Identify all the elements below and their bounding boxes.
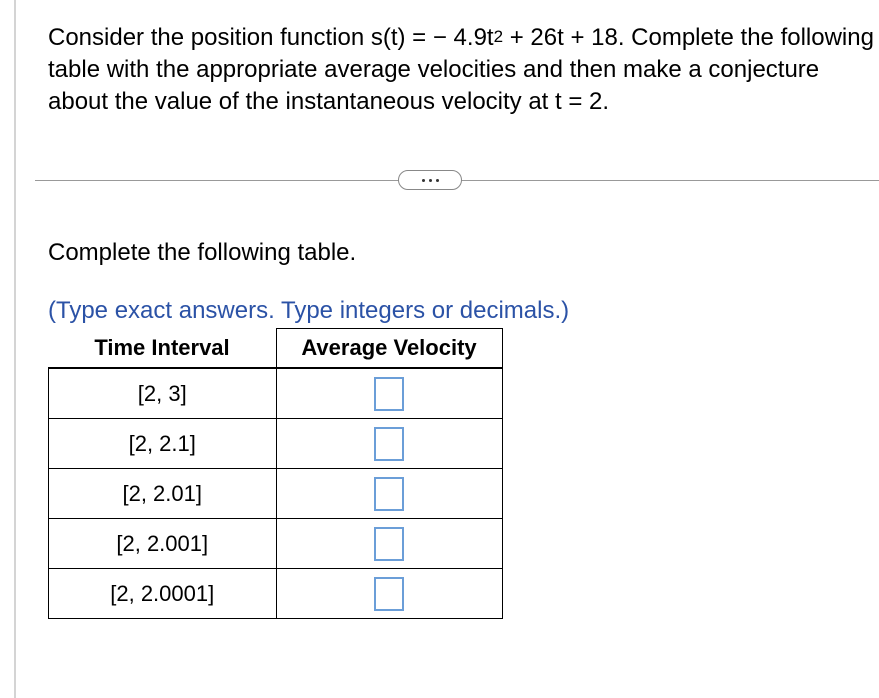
header-average-velocity: Average Velocity [276,329,502,369]
interval-cell: [2, 2.001] [49,519,277,569]
average-velocity-input[interactable] [374,377,404,411]
velocity-table [48,328,503,619]
left-border [14,0,16,698]
average-velocity-input[interactable] [374,477,404,511]
header-time-interval: Time Interval [49,329,277,369]
instruction-text: Complete the following table. [48,239,357,266]
interval-cell: [2, 3] [49,368,277,419]
interval-cell: [2, 2.1] [49,419,277,469]
table-row [49,419,503,469]
answer-hint: (Type exact answers. Type integers or decimals.) [48,297,570,324]
table-row [49,469,503,519]
table-row [49,519,503,569]
interval-cell: [2, 2.0001] [49,569,277,619]
average-velocity-input[interactable] [374,427,404,461]
table-row [49,569,503,619]
question-text: Consider the position function s(t) = − $4.9t^2 + 26t + 18$. Complete the following table with the appropriate average velocities and then make a conjecture about the value of the instantaneous velocity at t = 2. [48,24,874,115]
ellipsis-icon [422,179,425,182]
average-velocity-input[interactable] [374,577,404,611]
table-row [49,368,503,419]
average-velocity-input[interactable] [374,527,404,561]
show-more-button[interactable] [398,170,462,190]
interval-cell: [2, 2.01] [49,469,277,519]
exponent: 2 [493,27,504,46]
